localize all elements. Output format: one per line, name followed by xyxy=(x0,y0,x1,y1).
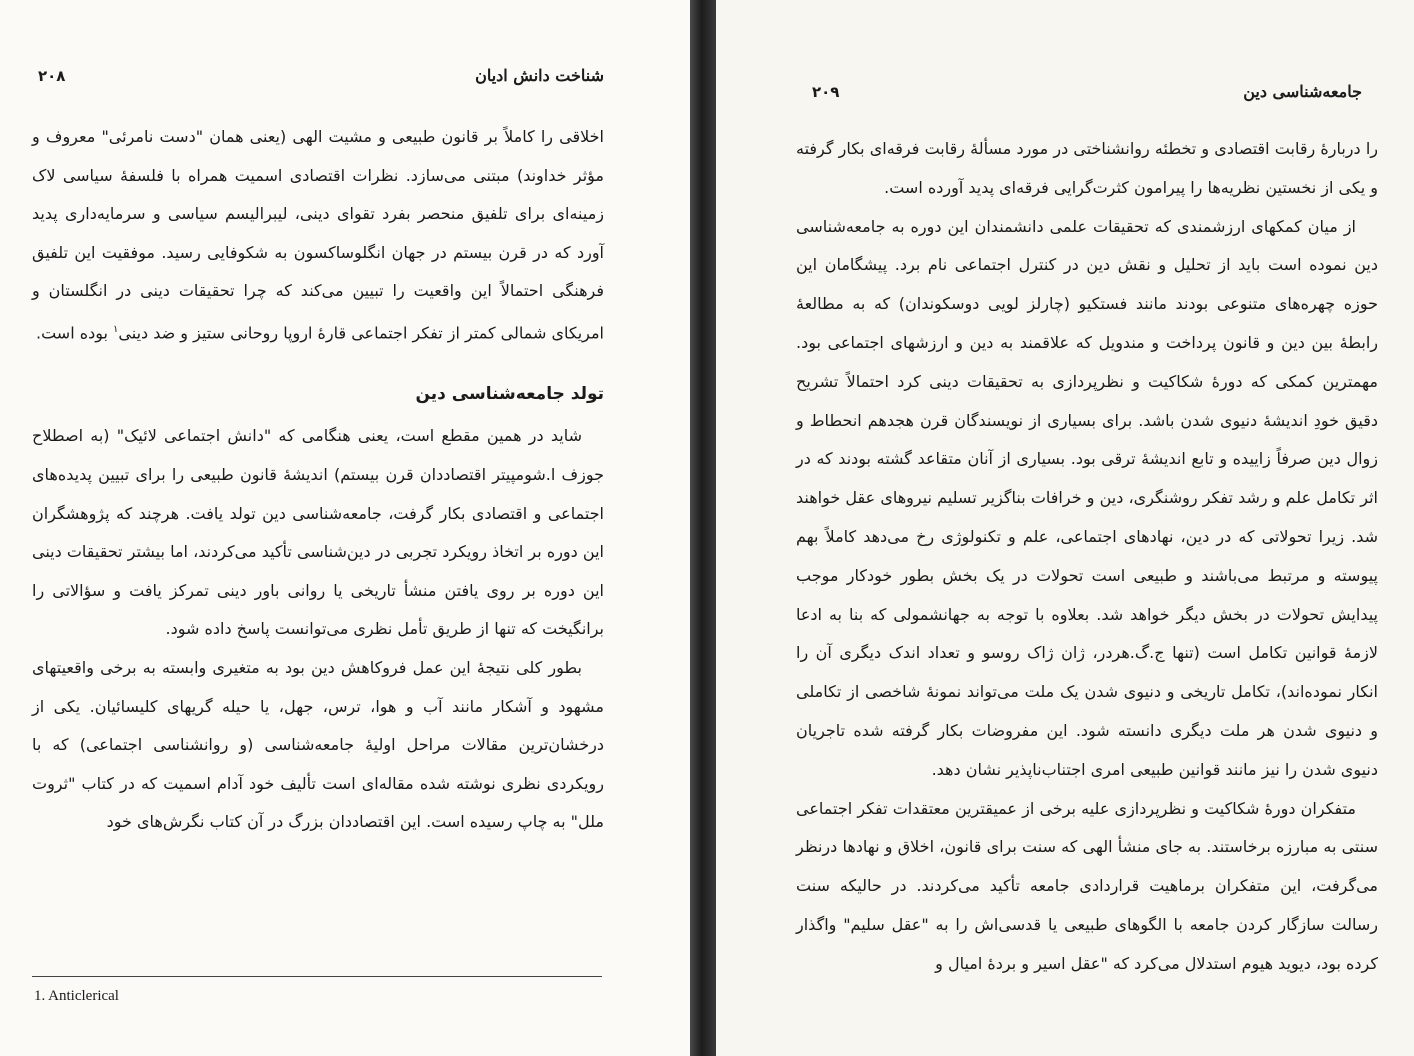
page-header xyxy=(38,66,604,85)
footnote-divider xyxy=(32,976,602,977)
left-page xyxy=(0,0,690,1056)
paragraph: را دربارهٔ رقابت اقتصادی و تخطئه روانشناختی در مورد مسألهٔ رقابت فرقه‌ای بکار گرفته و یکی از نخستین نظریه‌ها را پیرامون کثرت‌گرایی فرقه‌ای پدید آورده است. xyxy=(796,139,1378,197)
paragraph: از میان کمکهای ارزشمندی که تحقیقات علمی دانشمندان این دوره به جامعه‌شناسی دین نموده است باید از تحلیل و نقش دین در کنترل اجتماعی نام برد. پیشگامان این حوزه چهره‌های متنوعی بودند مانند فستکیو (چارلز لویی دوسکوندان) که به مطالعهٔ رابطهٔ بین دین و قانون پرداخت و مندویل که علاقمند به دین و ارزشهای اجتماعی بود. مهمترین کمکی که دورهٔ شکاکیت و نظرپردازی به تحقیقات دینی کرد احتمالاً تشریح دقیق خودِ اندیشهٔ دنیوی شدن باشد. برای بسیاری از نویسندگان قرن هجدهم انحطاط و زوال دین صرفاً زاییده و تابع اندیشهٔ ترقی بود. بسیاری از آنان متقاعد گشته بودند که در اثر تکامل علم و رشد تفکر روشنگری، دین و خرافات بناگزیر تسلیم نیروهای عقل خواهند شد. زیرا تحولاتی که در دین، نهادهای اجتماعی، علم و تکنولوژی رخ می‌دهد کاملاً بهم پیوسته و مرتبط می‌باشند و طبیعی است تحولات در یک بخش بطور خودکار موجب پیدایش تحولات در بخش دیگر خواهد شد. بعلاوه با توجه به جهانشمولی که بنا به ادعا لازمهٔ قوانین تکامل است (تنها ج.گ.هردر، ژان ژاک روسو و تعداد اندک دیگری آن را انکار نموده‌اند)، تکامل تاریخی و دنیوی شدن یک ملت می‌تواند نمونهٔ شاخصی از تکاملی و دنیوی شدن هر ملت دیگری دانسته شود. این مفروضات بکار گرفته شده تاجریان دنیوی شدن را نیز مانند قوانین طبیعی امری اجتناب‌ناپذیر نشان دهد. xyxy=(796,216,1378,779)
paragraph-text: اخلاقی را کاملاً بر قانون طبیعی و مشیت الهی (یعنی همان "دست نامرئی" معروف و مؤثر خداوند) مبتنی می‌سازد. نظرات اقتصادی اسمیت همراه با فلسفهٔ سیاسی لاک زمینه‌ای برای تلفیق منحصر بفرد تقوای دینی، لیبرالیسم سیاسی و سرمایه‌داری پدید آورد که در قرن بیستم در جهان انگلوساکسون به شکوفایی رسید. موفقیت این تلفیق فرهنگی احتمالاً این واقعیت را تبیین می‌کند که چرا تحقیقات دینی در انگلستان و امریکای شمالی کمتر از تفکر اجتماعی قارهٔ اروپا روحانی ستیز و ضد دینی xyxy=(32,127,604,343)
page-number: ۲۰۸ xyxy=(38,67,66,85)
page-body xyxy=(796,130,1378,984)
running-title: جامعه‌شناسی دین xyxy=(1243,82,1362,101)
page-body xyxy=(32,118,604,842)
page-number: ۲۰۹ xyxy=(812,83,840,101)
right-page xyxy=(716,0,1414,1056)
section-title: تولد جامعه‌شناسی دین xyxy=(415,383,604,404)
footnote-marker: ۱ xyxy=(113,323,119,335)
footnote: 1. Anticlerical xyxy=(34,988,119,1004)
paragraph: متفکران دورهٔ شکاکیت و نظرپردازی علیه برخی از عمیقترین معتقدات تفکر اجتماعی سنتی به مبارزه برخاستند. به جای منشأ الهی که سنت برای قانون، اخلاق و نهادها درنظر می‌گرفت، این متفکران برماهیت قراردادی جامعه تأکید می‌کردند. در حالیکه سنت رسالت سازگار کردن جامعه با الگوهای طبیعی یا قدسی‌اش را به "عقل سلیم" واگذار کرده بود، دیوید هیوم استدلال می‌کرد که "عقل اسیر و بردهٔ امیال و xyxy=(796,798,1378,973)
page-header xyxy=(812,82,1362,101)
paragraph: بطور کلی نتیجهٔ این عمل فروکاهش دین بود به متغیری وابسته به برخی واقعیتهای مشهود و آشکار مانند آب و هوا، ترس، جهل، یا حیله گریهای کلیسائیان. یکی از درخشان‌ترین مقالات مراحل اولیهٔ جامعه‌شناسی (و روانشناسی اجتماعی) که با رویکردی نظری نوشته شده مقاله‌ای است تألیف خود آدام اسمیت که در کتاب "ثروت ملل" به چاپ رسیده است. این اقتصاددان بزرگ در آن کتاب نگرش‌های خود xyxy=(32,658,604,832)
paragraph xyxy=(32,118,604,353)
paragraph-text-end: بوده است. xyxy=(35,323,114,343)
paragraph: شاید در همین مقطع است، یعنی هنگامی که "دانش اجتماعی لائیک" (به اصطلاح جوزف ا.شومپیتر اقتصاددان قرن بیستم) اندیشهٔ قانون طبیعی را برای تبیین پدیده‌های اجتماعی و اقتصادی بکار گرفت، جامعه‌شناسی دین تولد یافت. هرچند که پژوهشگران این دوره بر اتخاذ رویکرد تجربی در دین‌شناسی تأکید می‌کردند، اما بیشتر تحقیقات دینی این دوره بر روی یافتن منشأ تاریخی یا روانی باور دینی تمرکز یافت و سؤالاتی را برانگیخت که تنها از طریق تأمل نظری می‌توانست پاسخ داده شود. xyxy=(32,426,604,639)
book-gutter xyxy=(690,0,716,1056)
running-title: شناخت دانش ادیان xyxy=(475,66,604,85)
